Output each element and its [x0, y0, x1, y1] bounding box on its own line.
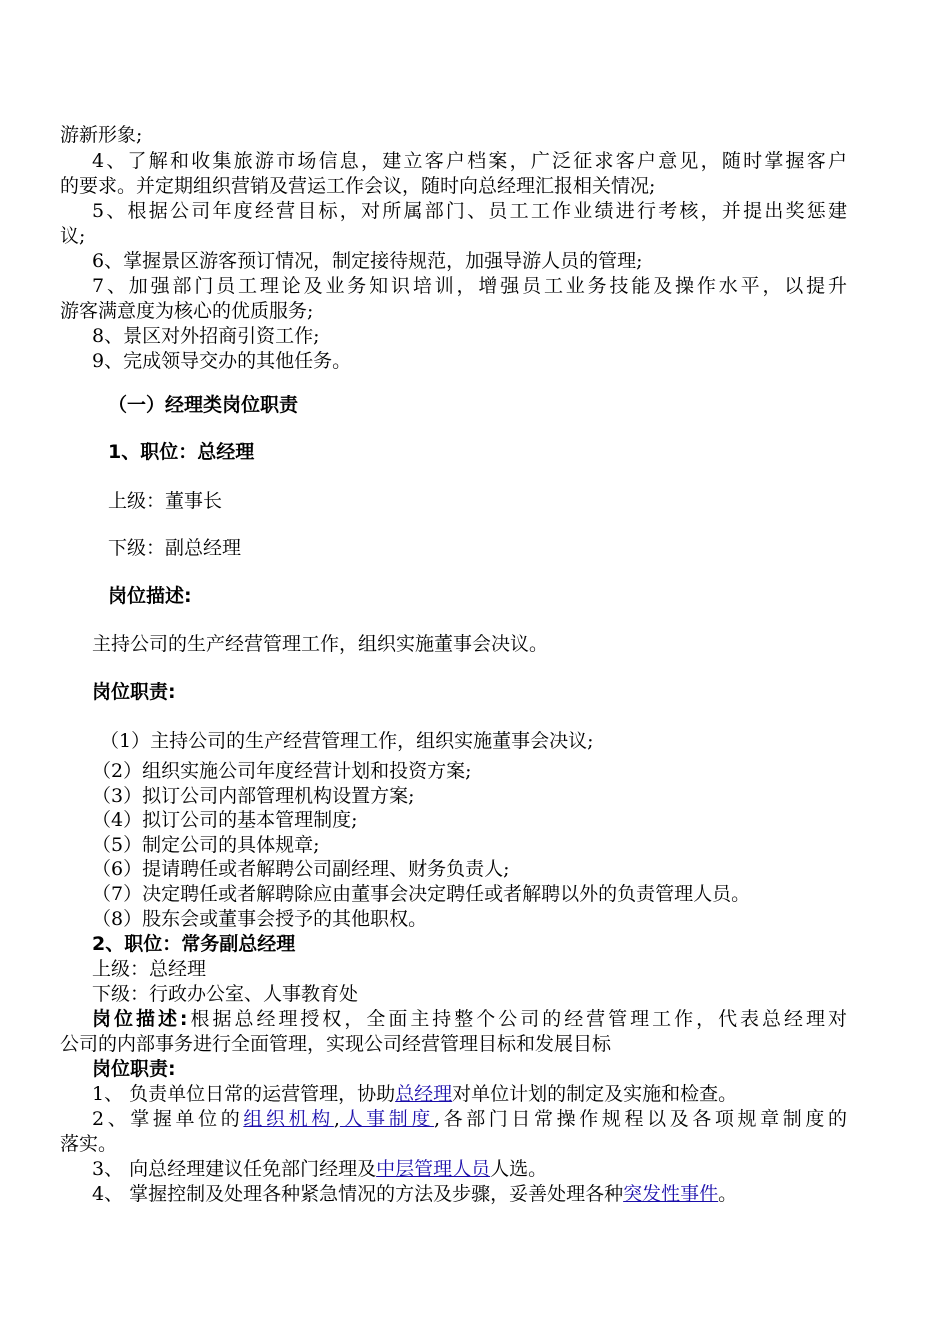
duty-text: 1、 负责单位日常的运营管理，协助: [92, 1083, 396, 1105]
link-middle-managers[interactable]: 中层管理人员: [376, 1158, 491, 1180]
link-general-manager[interactable]: 总经理: [395, 1083, 453, 1105]
duty-text: 人选。: [490, 1158, 548, 1180]
desc-heading: 岗位描述:: [108, 585, 192, 607]
duty-item: （1）主持公司的生产经营管理工作，组织实施董事会决议;: [100, 730, 594, 752]
desc-line-2: 公司的内部事务进行全面管理，实现公司经营管理目标和发展目标: [60, 1033, 612, 1055]
duty-item: （6）提请聘任或者解聘公司副经理、财务负责人;: [92, 858, 510, 880]
duty-item: [92, 1082, 737, 1106]
paragraph-line: 9、完成领导交办的其他任务。: [92, 350, 352, 372]
duty-item: （4）拟订公司的基本管理制度;: [92, 809, 358, 831]
duty-item: （3）拟订公司内部管理机构设置方案;: [92, 785, 415, 807]
desc-text: 主持公司的生产经营管理工作，组织实施董事会决议。: [92, 633, 549, 655]
desc-text: 根据总经理授权，全面主持整个公司的经营管理工作，代表总经理对: [187, 1008, 847, 1030]
duty-item: （2）组织实施公司年度经营计划和投资方案;: [92, 760, 472, 782]
paragraph-line: 议;: [60, 225, 86, 247]
paragraph-line: 5、根据公司年度经营目标，对所属部门、员工工作业绩进行考核，并提出奖惩建: [92, 200, 847, 222]
duty-heading: 岗位职责:: [92, 681, 176, 703]
paragraph-line: 游新形象;: [60, 124, 143, 146]
subordinate-line: 下级：行政办公室、人事教育处: [92, 983, 359, 1005]
duty-text: 。: [718, 1183, 738, 1205]
duty-item: （8）股东会或董事会授予的其他职权。: [92, 908, 428, 930]
duty-item: （5）制定公司的具体规章;: [92, 834, 320, 856]
duty-text: 对单位计划的制定及实施和检查。: [452, 1083, 738, 1105]
link-personnel-system[interactable]: 人事制度: [339, 1108, 434, 1130]
link-org-structure[interactable]: 组织机构: [243, 1108, 334, 1130]
desc-label: 岗位描述:: [92, 1008, 188, 1030]
duty-item: [92, 1157, 547, 1181]
position-heading: 2、职位：常务副总经理: [92, 933, 296, 955]
superior-line: 上级：总经理: [92, 958, 207, 980]
link-emergencies[interactable]: 突发性事件: [623, 1183, 719, 1205]
duty-item: （7）决定聘任或者解聘除应由董事会决定聘任或者解聘以外的负责管理人员。: [92, 883, 751, 905]
desc-line: [92, 1007, 847, 1031]
duty-item: [92, 1182, 737, 1206]
paragraph-line: 的要求。并定期组织营销及营运工作会议，随时向总经理汇报相关情况;: [60, 175, 656, 197]
position-heading: 1、职位：总经理: [108, 441, 255, 463]
paragraph-line: 8、景区对外招商引资工作;: [92, 325, 320, 347]
duty-text: 4、 掌握控制及处理各种紧急情况的方法及步骤，妥善处理各种: [92, 1183, 624, 1205]
duty-text: ,各部门日常操作规程以及各项规章制度的: [433, 1108, 847, 1130]
duty-item: [92, 1107, 847, 1131]
superior-line: 上级：董事长: [108, 490, 223, 512]
section-title: （一）经理类岗位职责: [108, 394, 299, 416]
duty-text: 3、 向总经理建议任免部门经理及: [92, 1158, 377, 1180]
duty-text: 2、掌握单位的: [92, 1108, 244, 1130]
paragraph-line: 4、了解和收集旅游市场信息，建立客户档案，广泛征求客户意见，随时掌握客户: [92, 150, 847, 172]
separator: ,: [333, 1108, 340, 1130]
paragraph-line: 6、掌握景区游客预订情况，制定接待规范，加强导游人员的管理;: [92, 250, 643, 272]
subordinate-line: 下级：副总经理: [108, 537, 242, 559]
duty-item-cont: 落实。: [60, 1133, 118, 1155]
paragraph-line: 游客满意度为核心的优质服务;: [60, 300, 314, 322]
paragraph-line: 7、加强部门员工理论及业务知识培训，增强员工业务技能及操作水平，以提升: [92, 275, 847, 297]
duty-heading: 岗位职责:: [92, 1058, 176, 1080]
